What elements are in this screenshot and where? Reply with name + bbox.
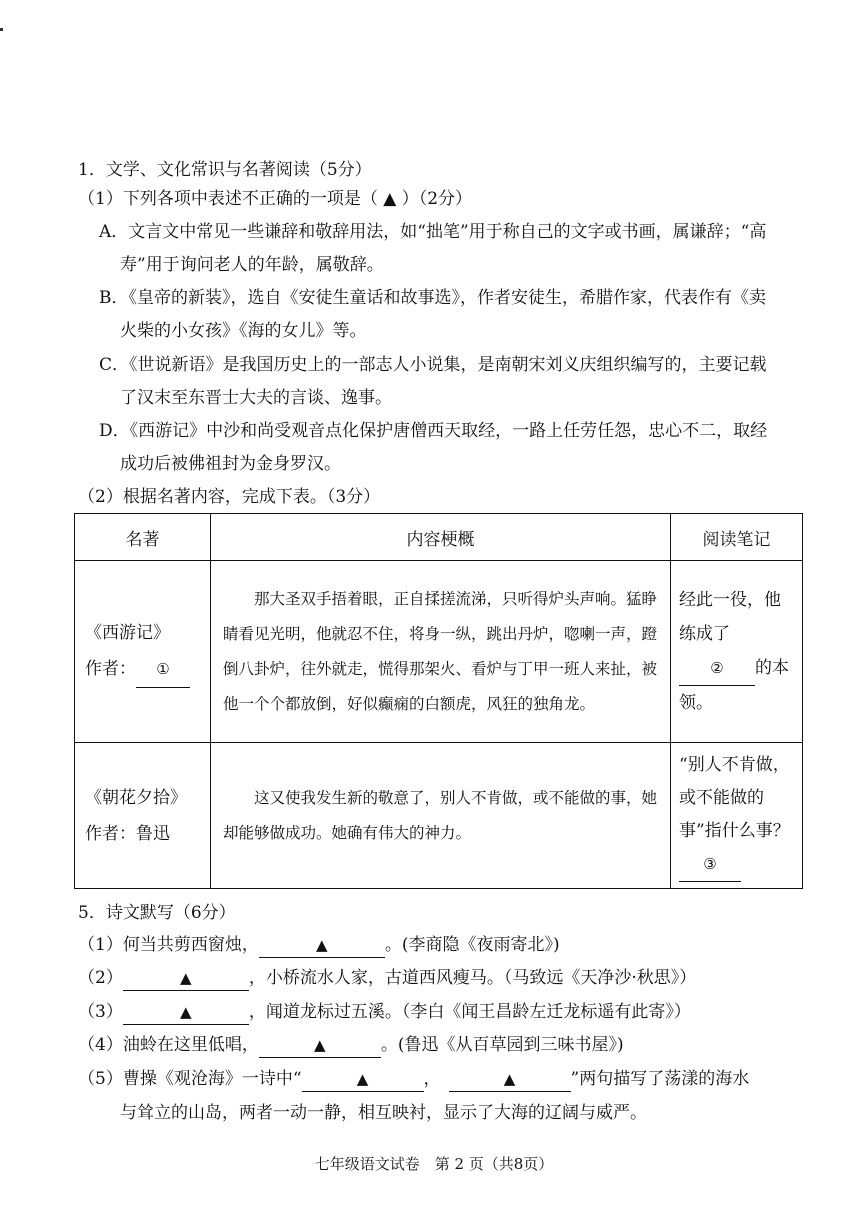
poem-number: （3） bbox=[78, 1002, 123, 1022]
poem-item-5-line-2: 与耸立的山岛，两者一动一静，相互映衬，显示了大海的辽阔与威严。 bbox=[120, 1103, 647, 1123]
table-header-row bbox=[75, 514, 803, 561]
answer-blank-2 bbox=[679, 651, 755, 686]
book-cell bbox=[75, 561, 211, 743]
poem-item-1 bbox=[78, 933, 560, 958]
header-notes: 阅读笔记 bbox=[671, 514, 803, 561]
note-text: “别人不肯做，或不能做的事”指什么事？ bbox=[679, 755, 790, 841]
answer-blank bbox=[123, 966, 249, 991]
answer-blank bbox=[302, 1067, 424, 1092]
answer-blank-3 bbox=[679, 848, 741, 882]
section-1-title: 1．文学、文化常识与名著阅读（5分） bbox=[78, 160, 372, 180]
answer-blank bbox=[259, 1033, 381, 1058]
section-5-title: 5．诗文默写（6分） bbox=[78, 903, 236, 923]
table-row bbox=[75, 561, 803, 743]
triangle-marker-icon: ▲ bbox=[503, 1070, 516, 1088]
page-footer: 七年级语文试卷 第 2 页（共8页） bbox=[314, 1155, 554, 1173]
poem-text: （4）油蛉在这里低唱， bbox=[78, 1035, 259, 1055]
option-b-line-2: 火柴的小女孩》《海的女儿》等。 bbox=[120, 321, 367, 341]
blank-number: ③ bbox=[703, 855, 717, 873]
book-title: 《西游记》 bbox=[85, 623, 170, 643]
triangle-marker-icon: ▲ bbox=[180, 1003, 192, 1021]
masterpiece-table bbox=[74, 513, 803, 889]
answer-blank bbox=[123, 1000, 249, 1025]
summary-cell: 那大圣双手捂着眼，正自揉搓流涕，只听得炉头声响。猛睁睛看见光明，他就忍不住，将身一纵，跳出丹炉，唿喇一声，蹬倒八卦炉，往外就走，慌得那架火、看炉与丁甲一班人来扯，被他一个个都放倒，好似癫痫的白额虎，风狂的独角龙。 bbox=[211, 561, 671, 743]
book-title: 《朝花夕拾》 bbox=[85, 787, 187, 808]
answer-blank bbox=[449, 1067, 571, 1092]
blank-number: ① bbox=[156, 660, 170, 678]
note-text: 经此一役，他练成了 bbox=[679, 590, 781, 644]
header-book: 名著 bbox=[75, 514, 211, 561]
blank-number: ② bbox=[710, 659, 724, 677]
triangle-marker-icon: ▲ bbox=[316, 936, 328, 954]
question-1-1: （1）下列各项中表述不正确的一项是（ ▲ ）（2分） bbox=[78, 189, 473, 209]
poem-text: ”两句描写了荡漾的海水 bbox=[570, 1069, 750, 1089]
note-cell bbox=[671, 561, 803, 743]
table-row bbox=[75, 743, 803, 889]
option-b-line-1: B．《皇帝的新装》，选自《安徒生童话和故事选》，作者安徒生，希腊作家，代表作有《卖 bbox=[99, 288, 766, 308]
author-line bbox=[85, 651, 210, 688]
summary-cell: 这又使我发生新的敬意了，别人不肯做，或不能做的事，她却能够做成功。她确有伟大的神力。 bbox=[211, 743, 671, 889]
note-text-end: 的本领。 bbox=[679, 658, 789, 713]
poem-item-5 bbox=[78, 1067, 749, 1092]
poem-item-4 bbox=[78, 1033, 624, 1058]
poem-text: ，小桥流水人家，古道西风瘦马。（马致远《天净沙·秋思》） bbox=[248, 968, 697, 988]
poem-item-3 bbox=[78, 1000, 691, 1025]
header-summary: 内容梗概 bbox=[211, 514, 671, 561]
option-a-line-2: 寿”用于询问老人的年龄，属敬辞。 bbox=[120, 255, 384, 275]
answer-blank-1 bbox=[136, 651, 190, 688]
author-label: 作者： bbox=[85, 659, 136, 679]
poem-text: ，闻道龙标过五溪。（李白《闻王昌龄左迁龙标遥有此寄》） bbox=[248, 1002, 691, 1022]
triangle-marker-icon: ▲ bbox=[356, 1070, 369, 1088]
poem-source: 。(李商隐《夜雨寄北》) bbox=[384, 935, 560, 955]
triangle-marker-icon: ▲ bbox=[180, 969, 192, 987]
poem-item-2 bbox=[78, 966, 696, 991]
option-c-line-1: C．《世说新语》是我国历史上的一部志人小说集，是南朝宋刘义庆组织编写的，主要记载 bbox=[99, 355, 767, 375]
option-d-line-2: 成功后被佛祖封为金身罗汉。 bbox=[120, 454, 341, 474]
answer-blank bbox=[259, 933, 385, 958]
option-a-line-1: A．文言文中常见一些谦辞和敬辞用法，如“拙笔”用于称自己的文字或书画，属谦辞；“高 bbox=[99, 222, 767, 242]
question-1-2: （2）根据名著内容，完成下表。（3分） bbox=[78, 487, 381, 507]
option-c-line-2: 了汉末至东晋士大夫的言谈、逸事。 bbox=[120, 388, 392, 408]
author-line: 作者：鲁迅 bbox=[85, 823, 170, 844]
poem-source: 。(鲁迅《从百草园到三味书屋》) bbox=[380, 1035, 624, 1055]
poem-text: （1）何当共剪西窗烛， bbox=[78, 935, 259, 955]
poem-text: （5）曹操《观沧海》一诗中“ bbox=[78, 1069, 302, 1089]
book-cell bbox=[75, 743, 211, 889]
triangle-marker-icon: ▲ bbox=[314, 1036, 326, 1054]
scan-mark bbox=[0, 28, 3, 31]
poem-comma: ， bbox=[423, 1069, 441, 1089]
note-cell bbox=[671, 743, 803, 889]
poem-number: （2） bbox=[78, 968, 123, 988]
option-d-line-1: D．《西游记》中沙和尚受观音点化保护唐僧西天取经，一路上任劳任怨，忠心不二，取经 bbox=[99, 421, 768, 441]
